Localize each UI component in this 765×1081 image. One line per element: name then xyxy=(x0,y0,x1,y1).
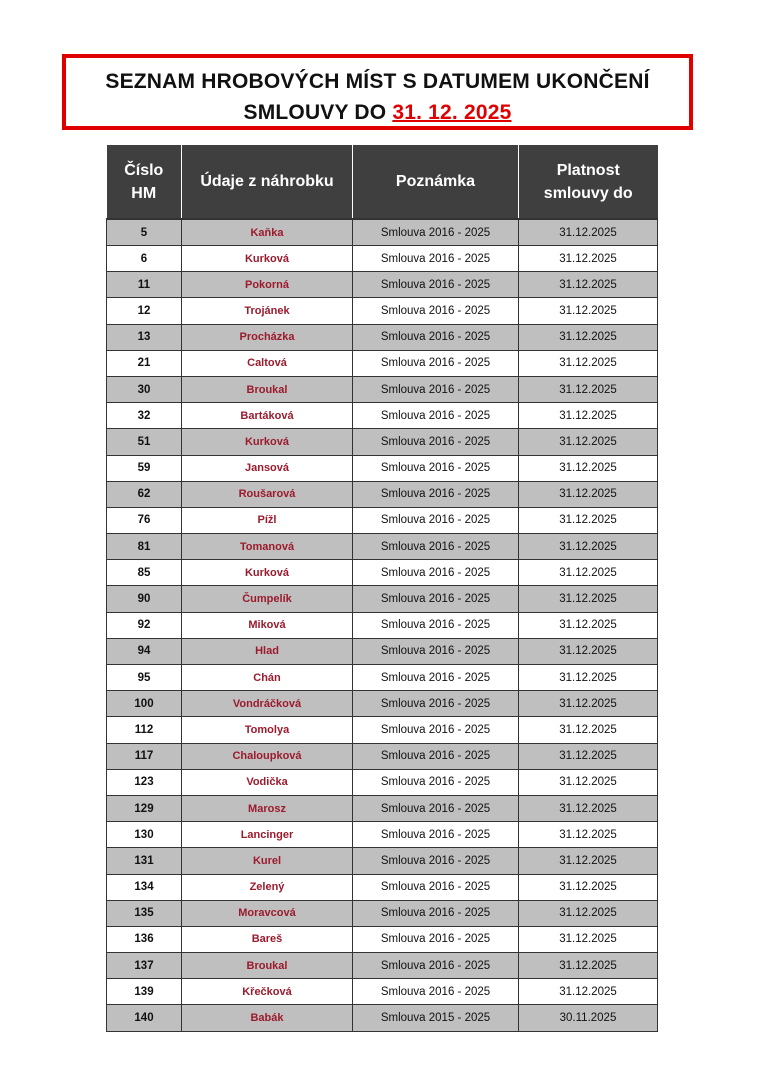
cell-valid-until: 31.12.2025 xyxy=(519,560,658,586)
title-line-2-prefix: SMLOUVY DO xyxy=(243,101,387,124)
cell-note: Smlouva 2016 - 2025 xyxy=(353,953,519,979)
cell-note: Smlouva 2016 - 2025 xyxy=(353,638,519,664)
table-row xyxy=(107,298,658,324)
title-deadline-date: 31. 12. 2025 xyxy=(392,101,512,124)
cell-note: Smlouva 2016 - 2025 xyxy=(353,429,519,455)
cell-note: Smlouva 2016 - 2025 xyxy=(353,376,519,402)
table-row xyxy=(107,743,658,769)
cell-valid-until: 31.12.2025 xyxy=(519,534,658,560)
cell-grave-number: 12 xyxy=(107,298,182,324)
table-row xyxy=(107,665,658,691)
cell-tombstone-name: Zelený xyxy=(182,874,353,900)
cell-tombstone-name: Pokorná xyxy=(182,272,353,298)
table-row xyxy=(107,638,658,664)
cell-tombstone-name: Bareš xyxy=(182,926,353,952)
cell-note: Smlouva 2015 - 2025 xyxy=(353,1005,519,1031)
cell-note: Smlouva 2016 - 2025 xyxy=(353,900,519,926)
table-row xyxy=(107,219,658,246)
cell-tombstone-name: Miková xyxy=(182,612,353,638)
table-row xyxy=(107,900,658,926)
cell-valid-until: 31.12.2025 xyxy=(519,403,658,429)
cell-grave-number: 51 xyxy=(107,429,182,455)
table-row xyxy=(107,586,658,612)
cell-tombstone-name: Kurková xyxy=(182,429,353,455)
cell-grave-number: 11 xyxy=(107,272,182,298)
cell-tombstone-name: Vondráčková xyxy=(182,691,353,717)
cell-valid-until: 31.12.2025 xyxy=(519,743,658,769)
title-box xyxy=(62,54,693,130)
cell-valid-until: 31.12.2025 xyxy=(519,324,658,350)
table-row xyxy=(107,1005,658,1031)
cell-note: Smlouva 2016 - 2025 xyxy=(353,298,519,324)
cell-valid-until: 31.12.2025 xyxy=(519,429,658,455)
cell-tombstone-name: Broukal xyxy=(182,376,353,402)
graves-table xyxy=(106,145,658,1032)
header-tombstone-data: Údaje z náhrobku xyxy=(182,145,353,219)
table-row xyxy=(107,795,658,821)
table-row xyxy=(107,272,658,298)
cell-valid-until: 31.12.2025 xyxy=(519,586,658,612)
cell-valid-until: 31.12.2025 xyxy=(519,455,658,481)
cell-valid-until: 31.12.2025 xyxy=(519,638,658,664)
cell-grave-number: 112 xyxy=(107,717,182,743)
cell-grave-number: 76 xyxy=(107,507,182,533)
cell-note: Smlouva 2016 - 2025 xyxy=(353,246,519,272)
table-row xyxy=(107,717,658,743)
cell-tombstone-name: Kaňka xyxy=(182,219,353,246)
table-header-row xyxy=(107,145,658,219)
cell-grave-number: 13 xyxy=(107,324,182,350)
cell-grave-number: 129 xyxy=(107,795,182,821)
cell-grave-number: 134 xyxy=(107,874,182,900)
cell-grave-number: 21 xyxy=(107,350,182,376)
cell-note: Smlouva 2016 - 2025 xyxy=(353,874,519,900)
cell-valid-until: 31.12.2025 xyxy=(519,507,658,533)
cell-grave-number: 92 xyxy=(107,612,182,638)
cell-grave-number: 137 xyxy=(107,953,182,979)
cell-valid-until: 31.12.2025 xyxy=(519,350,658,376)
cell-valid-until: 31.12.2025 xyxy=(519,298,658,324)
cell-note: Smlouva 2016 - 2025 xyxy=(353,612,519,638)
cell-grave-number: 6 xyxy=(107,246,182,272)
cell-grave-number: 100 xyxy=(107,691,182,717)
cell-valid-until: 31.12.2025 xyxy=(519,848,658,874)
table-row xyxy=(107,926,658,952)
cell-valid-until: 31.12.2025 xyxy=(519,665,658,691)
table-row xyxy=(107,979,658,1005)
table-row xyxy=(107,953,658,979)
cell-note: Smlouva 2016 - 2025 xyxy=(353,403,519,429)
cell-note: Smlouva 2016 - 2025 xyxy=(353,534,519,560)
table-row xyxy=(107,455,658,481)
table-row xyxy=(107,403,658,429)
cell-tombstone-name: Broukal xyxy=(182,953,353,979)
cell-tombstone-name: Křečková xyxy=(182,979,353,1005)
cell-tombstone-name: Jansová xyxy=(182,455,353,481)
cell-valid-until: 31.12.2025 xyxy=(519,769,658,795)
table-row xyxy=(107,246,658,272)
cell-grave-number: 139 xyxy=(107,979,182,1005)
cell-grave-number: 62 xyxy=(107,481,182,507)
table-row xyxy=(107,822,658,848)
cell-tombstone-name: Marosz xyxy=(182,795,353,821)
cell-tombstone-name: Tomolya xyxy=(182,717,353,743)
cell-grave-number: 5 xyxy=(107,219,182,246)
cell-grave-number: 59 xyxy=(107,455,182,481)
cell-valid-until: 31.12.2025 xyxy=(519,612,658,638)
cell-tombstone-name: Čumpelík xyxy=(182,586,353,612)
cell-note: Smlouva 2016 - 2025 xyxy=(353,507,519,533)
cell-grave-number: 81 xyxy=(107,534,182,560)
cell-note: Smlouva 2016 - 2025 xyxy=(353,665,519,691)
cell-valid-until: 30.11.2025 xyxy=(519,1005,658,1031)
cell-grave-number: 123 xyxy=(107,769,182,795)
table-row xyxy=(107,376,658,402)
header-grave-number: Číslo HM xyxy=(107,145,182,219)
cell-tombstone-name: Bartáková xyxy=(182,403,353,429)
cell-valid-until: 31.12.2025 xyxy=(519,979,658,1005)
cell-tombstone-name: Moravcová xyxy=(182,900,353,926)
cell-note: Smlouva 2016 - 2025 xyxy=(353,691,519,717)
cell-valid-until: 31.12.2025 xyxy=(519,717,658,743)
cell-note: Smlouva 2016 - 2025 xyxy=(353,350,519,376)
cell-valid-until: 31.12.2025 xyxy=(519,795,658,821)
table-row xyxy=(107,691,658,717)
cell-note: Smlouva 2016 - 2025 xyxy=(353,324,519,350)
cell-grave-number: 135 xyxy=(107,900,182,926)
table-row xyxy=(107,848,658,874)
cell-note: Smlouva 2016 - 2025 xyxy=(353,926,519,952)
cell-valid-until: 31.12.2025 xyxy=(519,822,658,848)
cell-note: Smlouva 2016 - 2025 xyxy=(353,848,519,874)
cell-note: Smlouva 2016 - 2025 xyxy=(353,481,519,507)
cell-note: Smlouva 2016 - 2025 xyxy=(353,586,519,612)
cell-tombstone-name: Roušarová xyxy=(182,481,353,507)
table-row xyxy=(107,507,658,533)
cell-grave-number: 90 xyxy=(107,586,182,612)
cell-tombstone-name: Caltová xyxy=(182,350,353,376)
cell-grave-number: 131 xyxy=(107,848,182,874)
cell-note: Smlouva 2016 - 2025 xyxy=(353,560,519,586)
cell-note: Smlouva 2016 - 2025 xyxy=(353,979,519,1005)
cell-tombstone-name: Procházka xyxy=(182,324,353,350)
cell-valid-until: 31.12.2025 xyxy=(519,926,658,952)
cell-tombstone-name: Kurková xyxy=(182,246,353,272)
cell-tombstone-name: Hlad xyxy=(182,638,353,664)
table-row xyxy=(107,534,658,560)
cell-tombstone-name: Chán xyxy=(182,665,353,691)
cell-tombstone-name: Trojánek xyxy=(182,298,353,324)
cell-tombstone-name: Lancinger xyxy=(182,822,353,848)
cell-grave-number: 85 xyxy=(107,560,182,586)
cell-tombstone-name: Kurková xyxy=(182,560,353,586)
cell-grave-number: 32 xyxy=(107,403,182,429)
table-row xyxy=(107,769,658,795)
table-row xyxy=(107,560,658,586)
header-note: Poznámka xyxy=(353,145,519,219)
table-row xyxy=(107,350,658,376)
cell-grave-number: 130 xyxy=(107,822,182,848)
cell-note: Smlouva 2016 - 2025 xyxy=(353,795,519,821)
cell-grave-number: 140 xyxy=(107,1005,182,1031)
table-row xyxy=(107,612,658,638)
cell-valid-until: 31.12.2025 xyxy=(519,272,658,298)
table-row xyxy=(107,481,658,507)
cell-tombstone-name: Kurel xyxy=(182,848,353,874)
header-contract-validity: Platnost smlouvy do xyxy=(519,145,658,219)
cell-tombstone-name: Pížl xyxy=(182,507,353,533)
cell-note: Smlouva 2016 - 2025 xyxy=(353,219,519,246)
cell-note: Smlouva 2016 - 2025 xyxy=(353,822,519,848)
table-body xyxy=(107,219,658,1031)
cell-grave-number: 136 xyxy=(107,926,182,952)
cell-valid-until: 31.12.2025 xyxy=(519,691,658,717)
cell-valid-until: 31.12.2025 xyxy=(519,900,658,926)
cell-valid-until: 31.12.2025 xyxy=(519,953,658,979)
cell-note: Smlouva 2016 - 2025 xyxy=(353,769,519,795)
cell-grave-number: 94 xyxy=(107,638,182,664)
cell-valid-until: 31.12.2025 xyxy=(519,376,658,402)
title-line-1: SEZNAM HROBOVÝCH MÍST S DATUMEM UKONČENÍ xyxy=(105,70,650,93)
cell-valid-until: 31.12.2025 xyxy=(519,219,658,246)
table-row xyxy=(107,324,658,350)
cell-grave-number: 95 xyxy=(107,665,182,691)
cell-note: Smlouva 2016 - 2025 xyxy=(353,455,519,481)
table-row xyxy=(107,874,658,900)
cell-grave-number: 30 xyxy=(107,376,182,402)
title-line-2 xyxy=(66,97,689,128)
cell-note: Smlouva 2016 - 2025 xyxy=(353,717,519,743)
cell-tombstone-name: Tomanová xyxy=(182,534,353,560)
table-row xyxy=(107,429,658,455)
cell-grave-number: 117 xyxy=(107,743,182,769)
cell-valid-until: 31.12.2025 xyxy=(519,481,658,507)
cell-tombstone-name: Babák xyxy=(182,1005,353,1031)
cell-tombstone-name: Chaloupková xyxy=(182,743,353,769)
cell-note: Smlouva 2016 - 2025 xyxy=(353,272,519,298)
cell-note: Smlouva 2016 - 2025 xyxy=(353,743,519,769)
cell-tombstone-name: Vodička xyxy=(182,769,353,795)
cell-valid-until: 31.12.2025 xyxy=(519,246,658,272)
cell-valid-until: 31.12.2025 xyxy=(519,874,658,900)
